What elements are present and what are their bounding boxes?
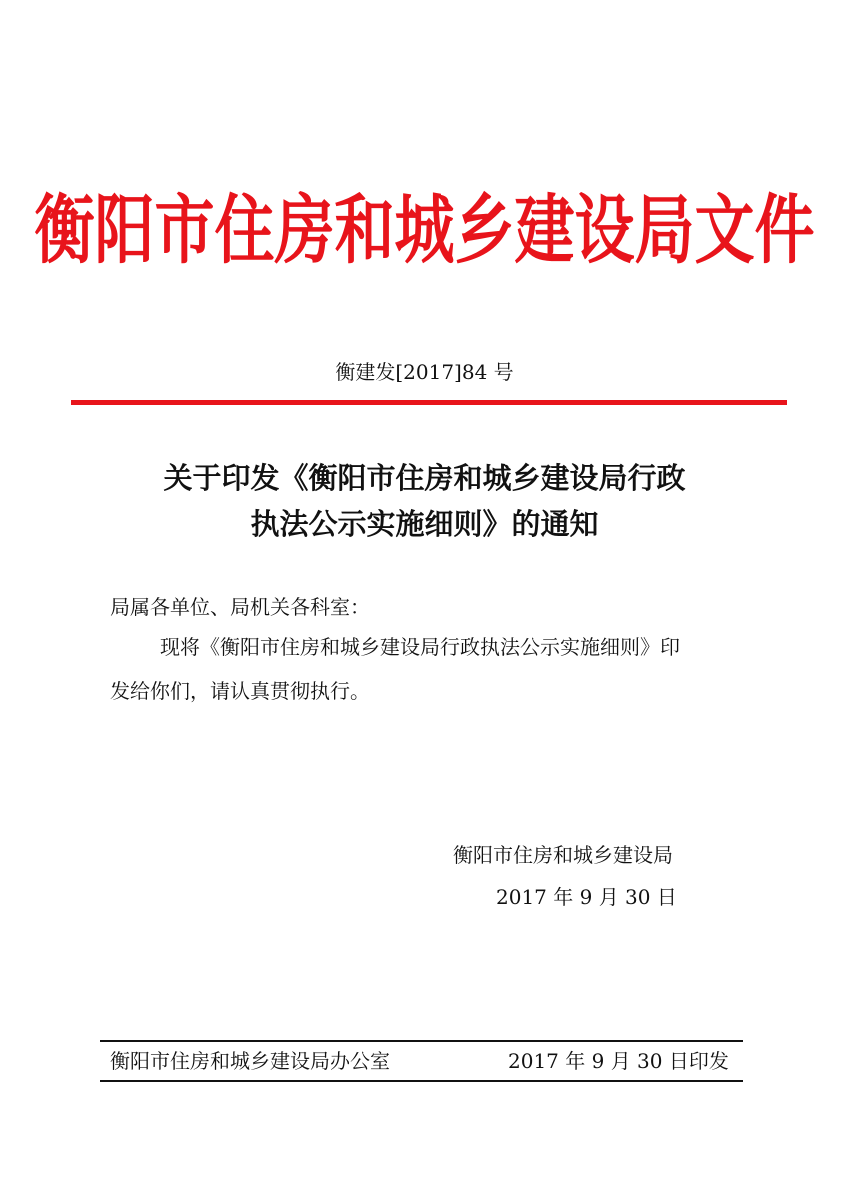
body-text-line-1: 现将《衡阳市住房和城乡建设局行政执法公示实施细则》印 xyxy=(160,635,680,659)
red-divider xyxy=(71,400,787,405)
body-text-line-2: 发给你们，请认真贯彻执行。 xyxy=(110,679,370,703)
salutation: 局属各单位、局机关各科室： xyxy=(110,595,370,619)
footer-office: 衡阳市住房和城乡建设局办公室 xyxy=(110,1049,390,1073)
footer-divider-top xyxy=(100,1040,743,1042)
issuing-authority: 衡阳市住房和城乡建设局 xyxy=(453,843,673,867)
issue-date: 2017 年 9 月 30 日 xyxy=(496,885,677,909)
footer-print-date: 2017 年 9 月 30 日印发 xyxy=(508,1049,729,1073)
notice-title-line-2: 执法公示实施细则》的通知 xyxy=(250,507,599,541)
notice-title-line-1: 关于印发《衡阳市住房和城乡建设局行政 xyxy=(163,461,686,495)
document-number: 衡建发[2017]84 号 xyxy=(335,360,514,384)
footer-divider-bottom xyxy=(100,1080,743,1082)
document-header-title: 衡阳市住房和城乡建设局文件 xyxy=(34,187,815,275)
